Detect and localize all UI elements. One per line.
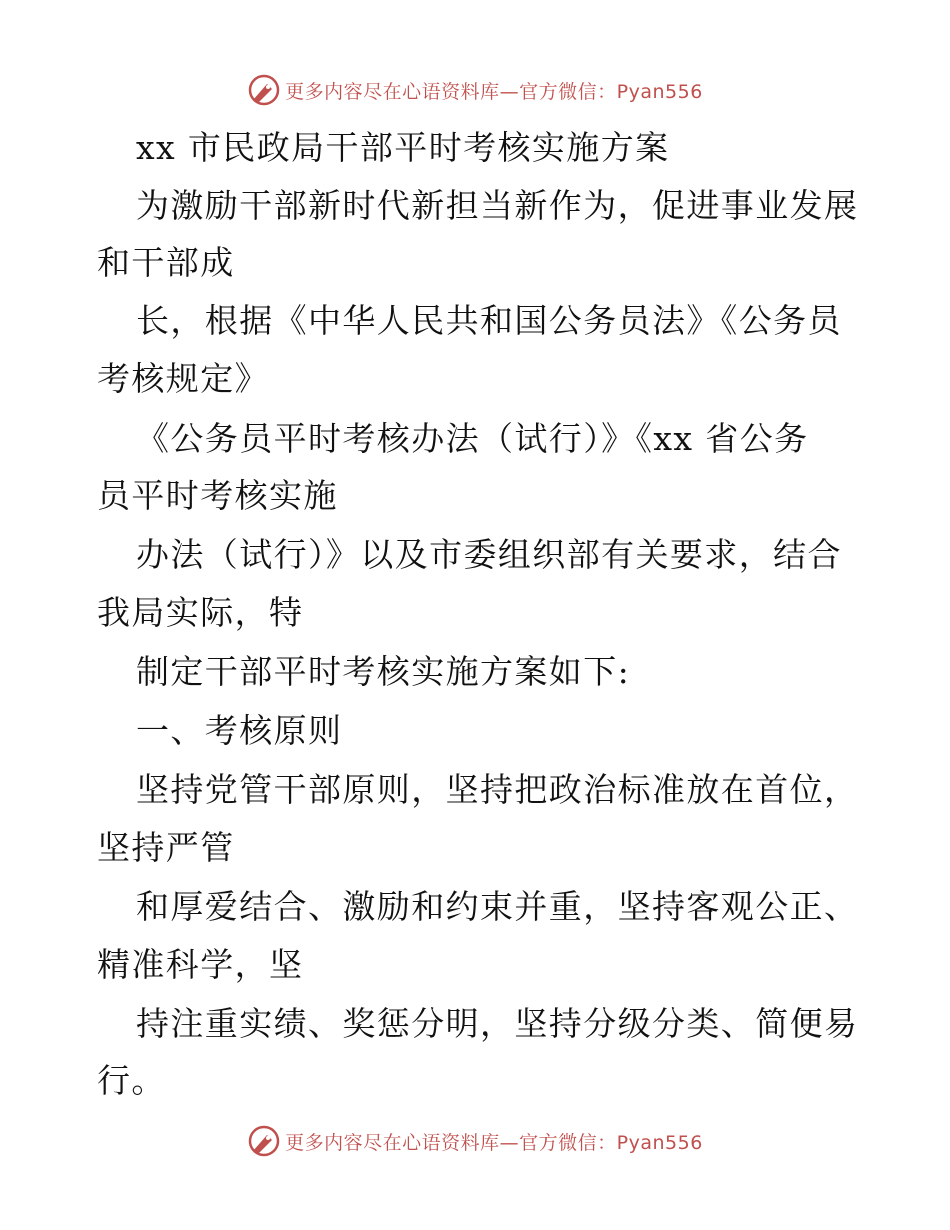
paragraph-line: 行。 bbox=[97, 1061, 166, 1100]
paragraph-line: 为激励干部新时代新担当新作为，促进事业发展 bbox=[136, 186, 859, 225]
paragraph-line: 办法（试行）》以及市委组织部有关要求，结合 bbox=[136, 535, 842, 574]
paragraph-line: 和干部成 bbox=[97, 243, 235, 282]
paragraph-line: 坚持严管 bbox=[97, 828, 235, 867]
paragraph-line: 和厚爱结合、激励和约束并重，坚持客观公正、 bbox=[136, 887, 859, 926]
paragraph-line: 持注重实绩、奖惩分明，坚持分级分类、简便易 bbox=[136, 1004, 859, 1043]
paragraph-line: 坚持党管干部原则，坚持把政治标准放在首位， bbox=[136, 770, 859, 809]
document-title: xx 市民政局干部平时考核实施方案 bbox=[136, 128, 670, 167]
footer-banner bbox=[0, 1121, 950, 1161]
footer-banner-text: 更多内容尽在心语资料库—官方微信：Pyan556 bbox=[285, 1131, 703, 1154]
paragraph-line: 考核规定》 bbox=[97, 359, 269, 398]
pen-nib-logo-icon bbox=[247, 1124, 281, 1158]
paragraph-line: 长，根据《中华人民共和国公务员法》《公务员 bbox=[136, 301, 842, 340]
paragraph-line: 精准科学，坚 bbox=[97, 945, 304, 984]
paragraph-line: 《公务员平时考核办法（试行）》《xx 省公务 bbox=[136, 419, 809, 458]
paragraph-line: 制定干部平时考核实施方案如下: bbox=[136, 652, 631, 691]
paragraph-line: 员平时考核实施 bbox=[97, 476, 338, 515]
section-heading: 一、考核原则 bbox=[136, 711, 343, 750]
paragraph-line: 我局实际，特 bbox=[97, 593, 304, 632]
header-banner-text: 更多内容尽在心语资料库—官方微信：Pyan556 bbox=[285, 80, 703, 103]
